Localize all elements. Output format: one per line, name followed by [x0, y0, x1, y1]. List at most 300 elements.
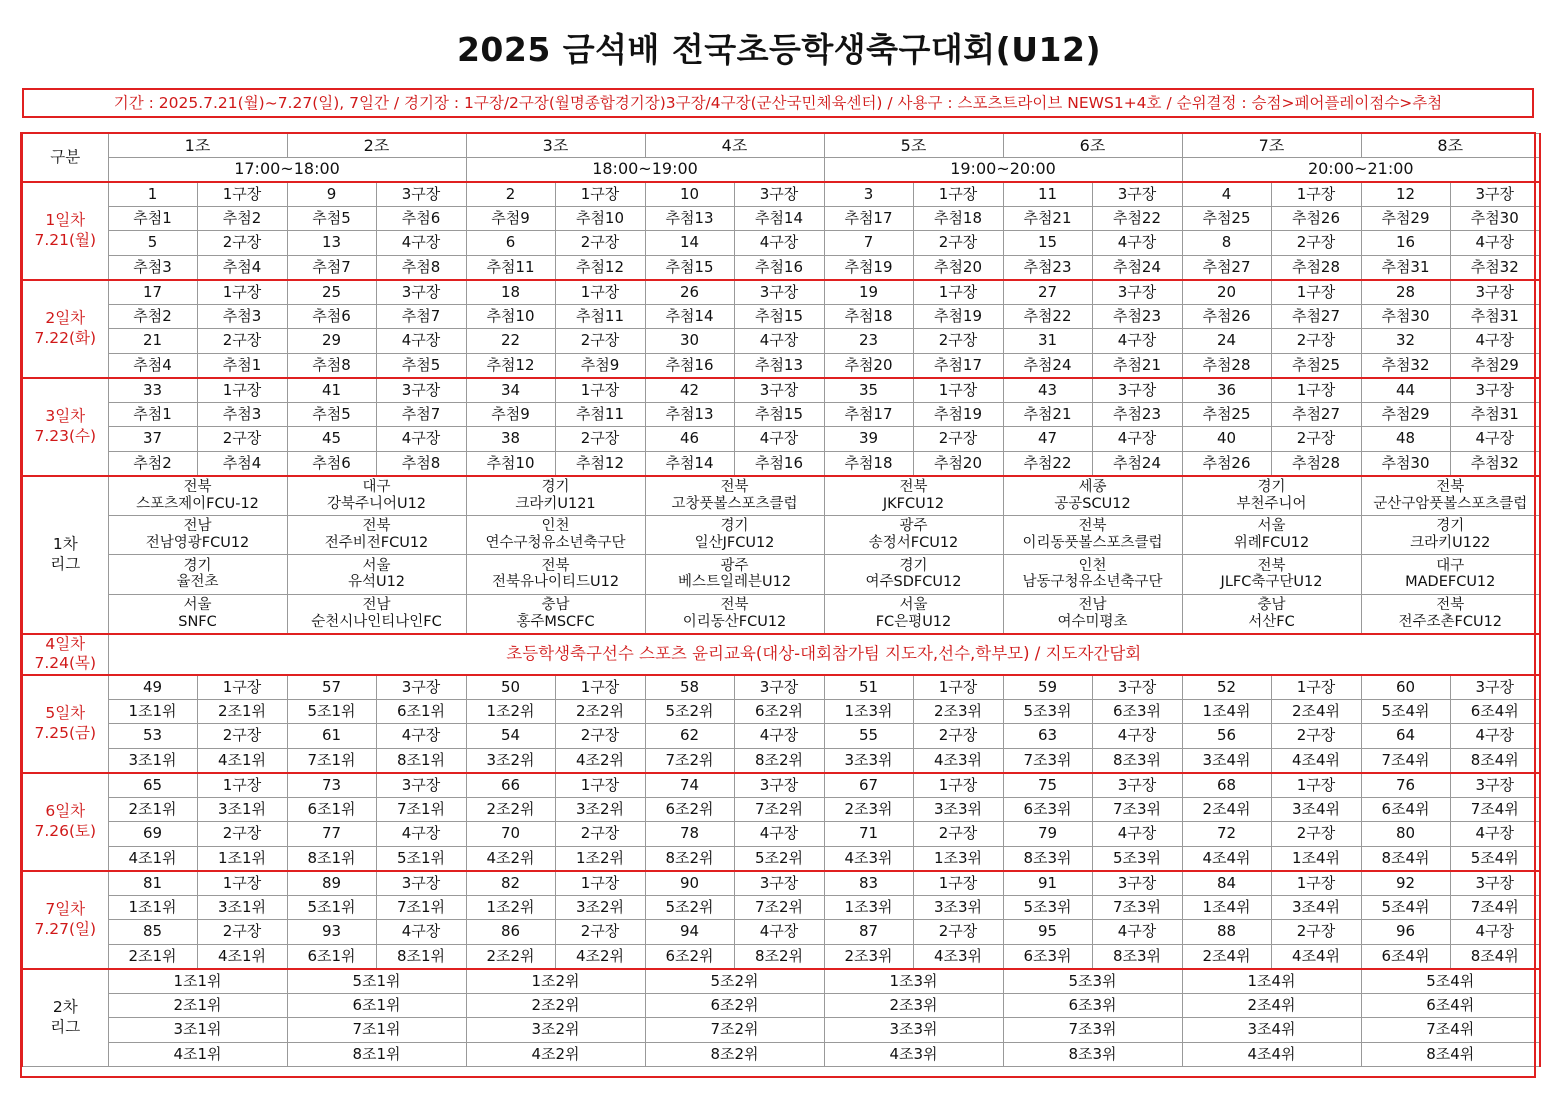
match-cell: 4조1위 — [197, 748, 287, 773]
day-label-line: 2일차 — [45, 309, 86, 328]
rank-cell: 4조2위 — [466, 1042, 645, 1067]
match-cell: 3구장 — [734, 675, 824, 700]
team-line: 강북주니어U12 — [326, 495, 427, 512]
match-cell: 43 — [1003, 378, 1092, 403]
match-cell: 4구장 — [1450, 822, 1540, 847]
match-row — [22, 797, 1540, 822]
match-cell: 추첨16 — [645, 353, 734, 378]
match-cell: 50 — [466, 675, 555, 700]
match-cell: 3구장 — [376, 773, 466, 798]
match-cell: 87 — [824, 920, 913, 945]
day-label — [22, 182, 108, 280]
match-cell: 1구장 — [913, 773, 1003, 798]
match-cell: 2구장 — [197, 724, 287, 749]
team-line: 이리동풋볼스포츠클럽 — [1022, 534, 1163, 551]
match-cell: 38 — [466, 427, 555, 452]
match-cell: 7조2위 — [645, 748, 734, 773]
group-header: 5조 — [824, 134, 1003, 158]
match-cell: 추첨31 — [1450, 402, 1540, 427]
match-cell: 1구장 — [913, 675, 1003, 700]
match-cell: 45 — [287, 427, 376, 452]
match-cell: 5조4위 — [1450, 846, 1540, 871]
match-cell: 추첨14 — [645, 451, 734, 476]
match-cell: 77 — [287, 822, 376, 847]
rank-cell: 3조4위 — [1182, 1018, 1361, 1043]
match-cell: 추첨12 — [555, 255, 645, 280]
rank-cell: 1조4위 — [1182, 969, 1361, 994]
team-line: 전북 — [362, 518, 391, 535]
match-cell: 8조2위 — [734, 748, 824, 773]
rank-cell: 4조4위 — [1182, 1042, 1361, 1067]
match-cell: 58 — [645, 675, 734, 700]
match-cell: 추첨10 — [555, 206, 645, 231]
time-slot-header: 20:00~21:00 — [1182, 158, 1540, 182]
match-cell: 8조4위 — [1361, 846, 1450, 871]
match-cell: 4구장 — [734, 920, 824, 945]
match-cell: 추첨2 — [197, 206, 287, 231]
match-cell: 추첨27 — [1271, 402, 1361, 427]
match-cell: 4조3위 — [913, 748, 1003, 773]
rank-cell: 7조1위 — [287, 1018, 466, 1043]
match-cell: 76 — [1361, 773, 1450, 798]
match-cell: 3구장 — [1092, 675, 1182, 700]
match-cell: 1구장 — [913, 182, 1003, 207]
group-header: 1조 — [108, 134, 287, 158]
match-cell: 1구장 — [1271, 182, 1361, 207]
league-label — [22, 476, 108, 634]
match-cell: 3구장 — [376, 378, 466, 403]
match-cell: 91 — [1003, 871, 1092, 896]
team-cell — [1003, 594, 1182, 634]
match-cell: 2조4위 — [1271, 699, 1361, 724]
league-label — [22, 969, 108, 1067]
group-header: 2조 — [287, 134, 466, 158]
match-cell: 95 — [1003, 920, 1092, 945]
match-cell: 4구장 — [734, 231, 824, 256]
match-cell: 추첨22 — [1003, 451, 1092, 476]
match-cell: 63 — [1003, 724, 1092, 749]
match-cell: 36 — [1182, 378, 1271, 403]
match-cell: 1조3위 — [913, 846, 1003, 871]
match-cell: 51 — [824, 675, 913, 700]
match-cell: 1구장 — [1271, 773, 1361, 798]
match-cell: 14 — [645, 231, 734, 256]
match-cell: 2조3위 — [824, 797, 913, 822]
match-cell: 1구장 — [555, 182, 645, 207]
match-cell: 1구장 — [197, 675, 287, 700]
team-line: 일산JFCU12 — [694, 534, 775, 551]
match-cell: 7조4위 — [1361, 748, 1450, 773]
match-cell: 추첨26 — [1182, 304, 1271, 329]
match-cell: 추첨19 — [913, 402, 1003, 427]
league-label-line: 2차 — [52, 998, 78, 1017]
match-cell: 1조4위 — [1271, 846, 1361, 871]
team-line: 광주 — [720, 557, 749, 574]
match-cell: 3조2위 — [555, 797, 645, 822]
match-cell: 4구장 — [734, 822, 824, 847]
match-cell: 1조1위 — [108, 699, 197, 724]
match-cell: 추첨14 — [645, 304, 734, 329]
match-cell: 추첨7 — [376, 304, 466, 329]
match-cell: 추첨14 — [734, 206, 824, 231]
rank-cell: 2조3위 — [824, 993, 1003, 1018]
match-cell: 추첨22 — [1003, 304, 1092, 329]
match-cell: 2구장 — [1271, 231, 1361, 256]
team-line: 율전초 — [176, 574, 219, 591]
match-cell: 5조2위 — [645, 895, 734, 920]
match-cell: 4조4위 — [1271, 944, 1361, 969]
match-cell: 2구장 — [555, 822, 645, 847]
match-cell: 5조1위 — [287, 699, 376, 724]
match-cell: 6조1위 — [287, 944, 376, 969]
time-slot-header: 19:00~20:00 — [824, 158, 1182, 182]
team-line: 충남 — [1257, 596, 1286, 613]
team-line: 광주 — [899, 518, 928, 535]
match-cell: 4구장 — [1450, 427, 1540, 452]
team-line: 여수미평초 — [1057, 613, 1128, 630]
match-cell: 89 — [287, 871, 376, 896]
match-cell: 86 — [466, 920, 555, 945]
match-cell: 75 — [1003, 773, 1092, 798]
match-cell: 추첨23 — [1003, 255, 1092, 280]
match-cell: 7조3위 — [1092, 895, 1182, 920]
match-cell: 추첨21 — [1003, 206, 1092, 231]
match-cell: 2조4위 — [1182, 797, 1271, 822]
match-cell: 1구장 — [197, 871, 287, 896]
match-cell: 8조3위 — [1092, 748, 1182, 773]
match-cell: 66 — [466, 773, 555, 798]
team-line: 전북 — [720, 478, 749, 495]
match-cell: 추첨31 — [1450, 304, 1540, 329]
match-cell: 4조4위 — [1271, 748, 1361, 773]
match-cell: 추첨3 — [197, 304, 287, 329]
day-label-line: 7.21(월) — [34, 230, 97, 249]
page-title: 2025 금석배 전국초등학생축구대회(U12) — [456, 30, 1102, 69]
match-cell: 8조4위 — [1450, 748, 1540, 773]
day-label — [22, 871, 108, 969]
match-cell: 4구장 — [1092, 920, 1182, 945]
match-cell: 52 — [1182, 675, 1271, 700]
rank-cell: 6조1위 — [287, 993, 466, 1018]
match-cell: 추첨4 — [197, 255, 287, 280]
match-cell: 61 — [287, 724, 376, 749]
match-cell: 5조2위 — [645, 699, 734, 724]
match-row — [22, 773, 1540, 798]
match-cell: 7조3위 — [1092, 797, 1182, 822]
rank-cell: 3조3위 — [824, 1018, 1003, 1043]
match-cell: 3조2위 — [555, 895, 645, 920]
match-cell: 추첨4 — [108, 353, 197, 378]
match-cell: 22 — [466, 329, 555, 354]
match-cell: 3구장 — [734, 378, 824, 403]
match-cell: 49 — [108, 675, 197, 700]
match-row — [22, 871, 1540, 896]
match-cell: 41 — [287, 378, 376, 403]
day-label-line: 7.22(화) — [34, 328, 97, 347]
match-cell: 1조2위 — [466, 699, 555, 724]
match-cell: 2구장 — [1271, 724, 1361, 749]
team-line: 전북유나이티드U12 — [491, 574, 620, 591]
match-cell: 68 — [1182, 773, 1271, 798]
match-cell: 2구장 — [1271, 920, 1361, 945]
match-cell: 추첨24 — [1092, 451, 1182, 476]
match-cell: 69 — [108, 822, 197, 847]
rank-cell: 7조4위 — [1361, 1018, 1540, 1043]
team-line: 경기 — [1257, 478, 1286, 495]
match-row — [22, 822, 1540, 847]
match-cell: 3구장 — [734, 773, 824, 798]
match-cell: 2구장 — [913, 329, 1003, 354]
team-row — [22, 515, 1540, 555]
match-cell: 2구장 — [913, 231, 1003, 256]
match-row — [22, 748, 1540, 773]
team-line: 공공SCU12 — [1054, 495, 1131, 512]
match-cell: 3조1위 — [197, 895, 287, 920]
team-line: 전북 — [541, 557, 570, 574]
match-cell: 추첨10 — [466, 451, 555, 476]
match-cell: 44 — [1361, 378, 1450, 403]
match-cell: 3구장 — [734, 182, 824, 207]
team-cell — [466, 515, 645, 555]
match-cell: 4구장 — [734, 724, 824, 749]
match-cell: 3구장 — [1092, 773, 1182, 798]
match-cell: 5조4위 — [1361, 699, 1450, 724]
day-label-line: 7.25(금) — [34, 723, 97, 742]
team-cell — [1182, 555, 1361, 595]
team-line: 전남 — [183, 518, 212, 535]
match-row — [22, 675, 1540, 700]
match-cell: 1조3위 — [824, 699, 913, 724]
match-cell: 78 — [645, 822, 734, 847]
team-line: 남동구청유소년축구단 — [1022, 574, 1163, 591]
match-cell: 3구장 — [1450, 675, 1540, 700]
team-cell — [1003, 476, 1182, 516]
team-line: 서울 — [183, 596, 212, 613]
match-cell: 추첨24 — [1092, 255, 1182, 280]
match-cell: 28 — [1361, 280, 1450, 305]
match-cell: 추첨25 — [1182, 402, 1271, 427]
match-cell: 추첨29 — [1361, 206, 1450, 231]
day-label-line: 7.24(목) — [34, 654, 97, 672]
match-cell: 추첨10 — [466, 304, 555, 329]
team-cell — [108, 555, 287, 595]
match-cell: 6조4위 — [1361, 797, 1450, 822]
match-cell: 1조1위 — [108, 895, 197, 920]
team-cell — [1003, 515, 1182, 555]
match-cell: 1구장 — [1271, 675, 1361, 700]
day-label — [22, 773, 108, 871]
match-cell: 추첨13 — [734, 353, 824, 378]
match-row — [22, 920, 1540, 945]
match-cell: 20 — [1182, 280, 1271, 305]
match-cell: 추첨3 — [197, 402, 287, 427]
match-row — [22, 846, 1540, 871]
match-cell: 27 — [1003, 280, 1092, 305]
team-cell — [466, 594, 645, 634]
team-line: 고창풋볼스포츠클럽 — [671, 495, 798, 512]
match-row — [22, 255, 1540, 280]
match-row — [22, 427, 1540, 452]
match-cell: 6조3위 — [1003, 944, 1092, 969]
match-cell: 추첨2 — [108, 304, 197, 329]
match-row — [22, 206, 1540, 231]
match-cell: 8조1위 — [376, 748, 466, 773]
team-cell — [108, 515, 287, 555]
match-cell: 4조2위 — [555, 944, 645, 969]
team-line: 대구 — [1436, 557, 1465, 574]
match-cell: 4조3위 — [824, 846, 913, 871]
match-cell: 6조1위 — [376, 699, 466, 724]
match-cell: 4구장 — [376, 231, 466, 256]
match-cell: 6조4위 — [1450, 699, 1540, 724]
team-cell — [824, 555, 1003, 595]
team-line: 전북 — [183, 478, 212, 495]
day-label — [22, 280, 108, 378]
match-cell: 90 — [645, 871, 734, 896]
match-cell: 5조3위 — [1003, 895, 1092, 920]
rank-cell: 5조2위 — [645, 969, 824, 994]
match-cell: 1조3위 — [824, 895, 913, 920]
rank-cell: 3조2위 — [466, 1018, 645, 1043]
team-cell — [1361, 594, 1540, 634]
match-cell: 48 — [1361, 427, 1450, 452]
match-cell: 3조3위 — [913, 895, 1003, 920]
match-cell: 1조4위 — [1182, 895, 1271, 920]
match-cell: 3구장 — [376, 280, 466, 305]
education-notice: 초등학생축구선수 스포츠 윤리교육(대상-대회참가팀 지도자,선수,학부모) / 지도자간담회 — [108, 634, 1540, 675]
match-cell: 추첨27 — [1182, 255, 1271, 280]
day-label-line: 7.23(수) — [34, 426, 97, 445]
match-cell: 40 — [1182, 427, 1271, 452]
match-cell: 4구장 — [1092, 724, 1182, 749]
match-cell: 11 — [1003, 182, 1092, 207]
team-line: 부천주니어 — [1236, 495, 1307, 512]
match-row — [22, 353, 1540, 378]
match-cell: 70 — [466, 822, 555, 847]
match-cell: 92 — [1361, 871, 1450, 896]
match-cell: 2구장 — [913, 427, 1003, 452]
match-cell: 추첨6 — [287, 451, 376, 476]
match-cell: 추첨17 — [824, 402, 913, 427]
day-label-line: 5일차 — [45, 704, 86, 723]
match-cell: 7조4위 — [1450, 797, 1540, 822]
match-cell: 1 — [108, 182, 197, 207]
match-cell: 추첨18 — [913, 206, 1003, 231]
match-cell: 추첨28 — [1271, 451, 1361, 476]
match-cell: 추첨25 — [1271, 353, 1361, 378]
match-row — [22, 182, 1540, 207]
match-cell: 73 — [287, 773, 376, 798]
team-cell — [824, 594, 1003, 634]
team-cell — [1182, 594, 1361, 634]
match-cell: 1구장 — [197, 280, 287, 305]
team-line: 전북 — [899, 478, 928, 495]
match-row — [22, 329, 1540, 354]
match-row — [22, 895, 1540, 920]
match-cell: 추첨8 — [376, 255, 466, 280]
team-line: 전남영광FCU12 — [145, 534, 250, 551]
team-cell — [1361, 476, 1540, 516]
team-line: 크라키U121 — [515, 495, 596, 512]
match-cell: 8조3위 — [1003, 846, 1092, 871]
match-cell: 2구장 — [555, 427, 645, 452]
match-cell: 추첨30 — [1361, 304, 1450, 329]
match-cell: 10 — [645, 182, 734, 207]
rank-cell: 4조3위 — [824, 1042, 1003, 1067]
tournament-info-banner: 기간 : 2025.7.21(월)~7.27(일), 7일간 / 경기장 : 1구장/2구장(월명종합경기장)3구장/4구장(군산국민체육센터) / 사용구 : 스포츠트라이브 NEWS1+4호 / 순위결정 : 승점>페어플레이점수>추첨 — [22, 88, 1534, 118]
match-cell: 3구장 — [1450, 773, 1540, 798]
rank-cell: 8조1위 — [287, 1042, 466, 1067]
match-cell: 추첨19 — [913, 304, 1003, 329]
rank-row — [22, 969, 1540, 994]
team-cell — [287, 594, 466, 634]
match-cell: 3구장 — [1450, 280, 1540, 305]
rank-cell: 2조4위 — [1182, 993, 1361, 1018]
team-cell — [824, 476, 1003, 516]
match-cell: 추첨21 — [1003, 402, 1092, 427]
match-cell: 4 — [1182, 182, 1271, 207]
team-cell — [287, 515, 466, 555]
match-cell: 12 — [1361, 182, 1450, 207]
match-cell: 추첨9 — [466, 206, 555, 231]
team-line: JKFCU12 — [882, 495, 945, 512]
match-cell: 4구장 — [376, 920, 466, 945]
match-row — [22, 699, 1540, 724]
match-cell: 4구장 — [376, 822, 466, 847]
match-row — [22, 944, 1540, 969]
match-cell: 1조2위 — [466, 895, 555, 920]
match-cell: 4구장 — [376, 427, 466, 452]
match-cell: 5조4위 — [1361, 895, 1450, 920]
match-cell: 7조1위 — [376, 797, 466, 822]
match-cell: 47 — [1003, 427, 1092, 452]
match-cell: 4구장 — [1092, 822, 1182, 847]
match-cell: 34 — [466, 378, 555, 403]
rank-cell: 5조1위 — [287, 969, 466, 994]
team-cell — [645, 476, 824, 516]
group-header: 6조 — [1003, 134, 1182, 158]
match-cell: 2구장 — [197, 822, 287, 847]
group-header: 4조 — [645, 134, 824, 158]
match-cell: 3조3위 — [913, 797, 1003, 822]
team-cell — [466, 555, 645, 595]
match-cell: 3구장 — [1092, 871, 1182, 896]
match-cell: 79 — [1003, 822, 1092, 847]
match-cell: 추첨2 — [108, 451, 197, 476]
team-line: 인천 — [541, 518, 570, 535]
match-cell: 84 — [1182, 871, 1271, 896]
match-cell: 3조1위 — [197, 797, 287, 822]
match-cell: 추첨4 — [197, 451, 287, 476]
match-cell: 3구장 — [734, 871, 824, 896]
match-cell: 29 — [287, 329, 376, 354]
match-cell: 4조2위 — [466, 846, 555, 871]
match-cell: 2조3위 — [824, 944, 913, 969]
match-cell: 4구장 — [376, 329, 466, 354]
match-cell: 3조3위 — [824, 748, 913, 773]
day-label-line: 3일차 — [45, 407, 86, 426]
match-cell: 4구장 — [376, 724, 466, 749]
match-cell: 8조1위 — [287, 846, 376, 871]
match-cell: 3구장 — [1092, 182, 1182, 207]
match-cell: 추첨6 — [287, 304, 376, 329]
match-cell: 55 — [824, 724, 913, 749]
match-cell: 4구장 — [734, 427, 824, 452]
day-label-line: 7.26(토) — [34, 821, 97, 840]
match-cell: 추첨7 — [376, 402, 466, 427]
match-cell: 1구장 — [1271, 871, 1361, 896]
team-line: 인천 — [1078, 557, 1107, 574]
